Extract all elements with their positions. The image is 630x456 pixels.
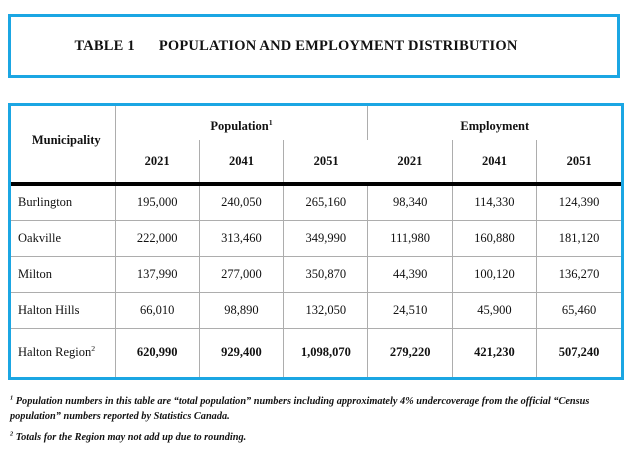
employment-group-header: Employment xyxy=(368,106,621,140)
value-cell: 279,220 xyxy=(368,328,452,377)
table-title-text: POPULATION AND EMPLOYMENT DISTRIBUTION xyxy=(158,37,518,54)
year-header: 2041 xyxy=(199,140,283,184)
value-cell: 277,000 xyxy=(199,256,283,292)
value-cell: 111,980 xyxy=(368,220,452,256)
population-employment-table xyxy=(8,103,624,380)
population-group-header: Population$^1$ xyxy=(115,106,368,140)
value-cell: 45,900 xyxy=(452,292,536,328)
value-cell: 24,510 xyxy=(368,292,452,328)
value-cell: 124,390 xyxy=(537,184,621,220)
footnote: $^1$ Population numbers in this table are “total population” numbers including approximately 4% undercoverage from the official “Census population” numbers reported by Statistics Canada. xyxy=(10,394,590,422)
value-cell: 100,120 xyxy=(452,256,536,292)
value-cell: 240,050 xyxy=(199,184,283,220)
value-cell: 350,870 xyxy=(284,256,368,292)
population-footnote-marker: 1 xyxy=(268,117,273,127)
value-cell: 265,160 xyxy=(284,184,368,220)
municipality-cell: Oakville xyxy=(11,220,115,256)
value-cell: 98,340 xyxy=(368,184,452,220)
value-cell: 65,460 xyxy=(537,292,621,328)
footnote: $^2$ Totals for the Region may not add up due to rounding. xyxy=(10,430,247,444)
table-number-label: TABLE 1 xyxy=(74,37,135,54)
table-row xyxy=(11,292,621,328)
value-cell: 137,990 xyxy=(115,256,199,292)
table-body xyxy=(11,184,621,377)
year-header: 2051 xyxy=(537,140,621,184)
table-row xyxy=(11,256,621,292)
value-cell: 1,098,070 xyxy=(284,328,368,377)
row-footnote-marker: 2 xyxy=(91,344,96,354)
value-cell: 132,050 xyxy=(284,292,368,328)
value-cell: 160,880 xyxy=(452,220,536,256)
table-title xyxy=(74,38,517,55)
footnotes xyxy=(10,395,622,453)
table-row xyxy=(11,184,621,220)
year-header: 2021 xyxy=(368,140,452,184)
value-cell: 136,270 xyxy=(537,256,621,292)
value-cell: 929,400 xyxy=(199,328,283,377)
value-cell: 507,240 xyxy=(537,328,621,377)
value-cell: 349,990 xyxy=(284,220,368,256)
value-cell: 181,120 xyxy=(537,220,621,256)
value-cell: 44,390 xyxy=(368,256,452,292)
municipality-cell: Halton Region$^2$ xyxy=(11,328,115,377)
value-cell: 222,000 xyxy=(115,220,199,256)
table-header xyxy=(11,106,621,184)
footnote-marker: 2 xyxy=(10,430,14,438)
value-cell: 195,000 xyxy=(115,184,199,220)
year-header: 2051 xyxy=(284,140,368,184)
municipality-cell: Burlington xyxy=(11,184,115,220)
year-header: 2041 xyxy=(452,140,536,184)
value-cell: 313,460 xyxy=(199,220,283,256)
value-cell: 66,010 xyxy=(115,292,199,328)
year-header: 2021 xyxy=(115,140,199,184)
municipality-header: Municipality xyxy=(11,106,115,184)
group-header-row xyxy=(11,106,621,140)
table-title-banner xyxy=(8,14,620,78)
value-cell: 620,990 xyxy=(115,328,199,377)
table-row xyxy=(11,220,621,256)
municipality-cell: Milton xyxy=(11,256,115,292)
value-cell: 98,890 xyxy=(199,292,283,328)
table-row xyxy=(11,328,621,377)
municipality-cell: Halton Hills xyxy=(11,292,115,328)
value-cell: 421,230 xyxy=(452,328,536,377)
data-table xyxy=(11,106,621,377)
footnote-marker: 1 xyxy=(10,394,14,402)
value-cell: 114,330 xyxy=(452,184,536,220)
